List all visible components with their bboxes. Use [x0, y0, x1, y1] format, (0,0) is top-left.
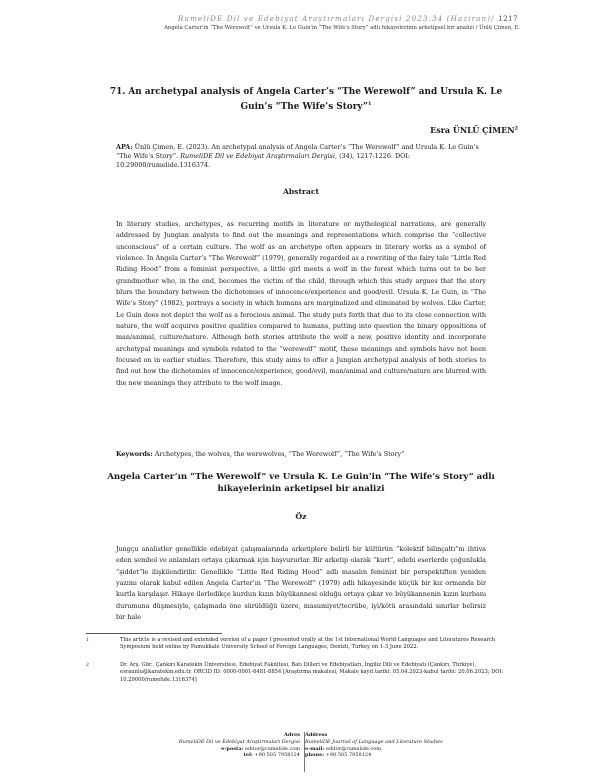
footer-right-heading: Address: [305, 732, 328, 738]
footnote-2-text: Dr. Arş. Gör., Çankırı Karatekin Üniversitesi, Edebiyat Fakültesi, Batı Dilleri ve Edebiyatları, İngiliz Dili ve Edebiyatı (Çankırı, Türkiye), esraunlu@karatekin.edu.tr, ORCID ID: 0000-0001-6481-8854 [Araştırma makalesi, Makale kayıt tarihi: 05.04.2023-kabul tarihi: 20.06.2023; DOI: 10.29000/rumelide.1316374]: [120, 662, 504, 683]
footer-right-journal: RumeliDE Journal of Language and Literature Studies: [305, 738, 443, 745]
footer-address-tr: [178, 732, 305, 772]
apa-text: Ünlü Çimen, E. (2023). An archetypal analysis of Angela Carter’s “The Werewolf” and Ursula K. Le Guin’s “The Wife’s Story”.: [116, 143, 479, 161]
keywords-label: Keywords:: [116, 450, 153, 458]
footnote-1: [86, 637, 516, 652]
footnote-1-number: 1: [86, 638, 89, 643]
footnote-divider: [86, 633, 222, 634]
footnote-2: [86, 662, 516, 684]
footer-left-phone: +90 505 7958124: [252, 752, 300, 759]
oz-body: Jungçu analistler genellikle edebiyat çalışmalarında arketiplere belirli bir kültürün “kolektif bilinçaltı”nı ihtiva eden sembol ve anlamları ortaya çıkarmak için başvururlar. Bir arketip olarak “kurt”, edebi eserlerde çoğunlukla “şiddet”le ilişkilendirilir. Genellikle “Little Red Riding Hood” adlı masalın feminist bir perspektiften yeniden yazımı olarak kabul edilen Angela Carter’ın “The Werewolf” (1979) adlı hikayesinde küçük bir kız ormanda bir kurtla karşılaşır. Hikaye ilerledikçe kurdun kızın büyükannesi olduğu ortaya çıkar ve büyükannenin kızın kurbanı durumuna düşmesiyle, çalışmada öne sürüldüğü üzere, masumiyet/tecrübe, iyi/kötü arasındaki sınırlar belirsiz bir hale: [116, 545, 486, 622]
footer-left-email[interactable]: editor@rumelide.com: [243, 745, 300, 752]
footer-right-phone-label: phone:: [305, 752, 325, 759]
page-number: 1217: [498, 14, 518, 23]
keywords-text: Archetypes, the wolves, the werewolves, “The Werewolf”, “The Wife’s Story”: [152, 450, 405, 458]
footer-left-email-label: e-posta:: [221, 745, 244, 752]
abstract-heading: Abstract: [282, 187, 320, 196]
keywords: [116, 450, 486, 458]
footer-left-heading: Adres: [283, 732, 300, 738]
article-title: [100, 86, 512, 113]
author-name: [430, 125, 518, 135]
apa-citation: [116, 143, 486, 171]
footer-left-phone-label: tel:: [243, 752, 253, 759]
running-title: Angela Carter'in “The Werewolf” ve Ursula K. Le Guin'in “The Wife's Story” adlı hikayelerinin arketipsel bir analizi / Ünlü Çimen, E.: [164, 25, 520, 31]
footnote-2-number: 2: [86, 663, 89, 668]
footer-right-phone: +90 505 7958124: [324, 752, 372, 759]
author-footnote-ref[interactable]: 2: [514, 125, 518, 132]
article-title-text: 71. An archetypal analysis of Angela Carter’s “The Werewolf” and Ursula K. Le Guin’s “The Wife’s Story”: [109, 87, 503, 112]
author-name-text: Esra ÜNLÜ ÇİMEN: [430, 125, 515, 135]
title-footnote-ref[interactable]: 1: [367, 101, 372, 107]
apa-details: , (34), 1217-1226. DOI: 10.29000/rumelide.1316374.: [116, 152, 411, 170]
footnote-1-text: This article is a revised and extended version of a paper I presented orally at the 1st International World Languages and Literatures Research Symposium held online by Pamukkale University School of Foreign Languages, Denizli, Turkey on 1-3 June 2022.: [120, 637, 496, 651]
turkish-title: Angela Carter’ın “The Werewolf” ve Ursula K. Le Guin’in “The Wife’s Story” adlı hikayelerinin arketipsel bir analizi: [107, 472, 495, 494]
abstract-body: In literary studies, archetypes, as recurring motifs in literature or mythological narrations, are generally addressed by Jungian analysts to find out the meanings and representations which comprise the “collective unconscious” of a certain culture. The wolf as an archetype often appears in literary works as a symbol of violence. In Angela Carter’s “The Werewolf” (1979), generally regarded as a rewriting of the fairy tale “Little Red Riding Hood” from a feminist perspective, a little girl meets a wolf in the forest which turns out to be her grandmother who, in the end, becomes the victim of the child, through which this study argues that the story blurs the boundary between the dichotomies of innocence/experience and good/evil. Ursula K. Le Guin, in “The Wife’s Story” (1982), portrays a society in which humans are marginalized and eliminated by wolves. Like Carter, Le Guin does not depict the wolf as a ferocious animal. The study puts forth that due to its close connection with nature, the wolf acquires positive qualities compared to humans, putting into question the binary oppositions of man/animal, culture/nature. Although both stories attribute the wolf a new, positive identity and incorporate archetypal meanings and symbols related to the “werewolf” motif, these meanings and symbols have not been focused on in earlier studies. Therefore, this study aims to offer a Jungian archetypal analysis of both stories to find out how the dichotomies of innocence/experience, good/evil, man/animal and culture/nature are blurred with the new meanings they attribute to the wolf image.: [116, 220, 486, 387]
footer-left-journal: RumeliDE Dil ve Edebiyat Araştırmaları Dergisi: [178, 738, 300, 745]
apa-journal: RumeliDE Dil ve Edebiyat Araştırmaları Dergisi: [180, 152, 335, 161]
oz-heading: Öz: [295, 512, 307, 521]
footer-right-email[interactable]: editor@rumelide.com,: [324, 745, 383, 752]
apa-label: APA:: [116, 143, 133, 151]
journal-issue: RumeliDE Dil ve Edebiyat Araştırmaları Dergisi 2023.34 (Haziran)/: [177, 14, 495, 23]
footer-address-en: [305, 732, 475, 759]
footer-right-email-label: e-mail:: [305, 745, 325, 752]
journal-running-head: [178, 14, 518, 23]
